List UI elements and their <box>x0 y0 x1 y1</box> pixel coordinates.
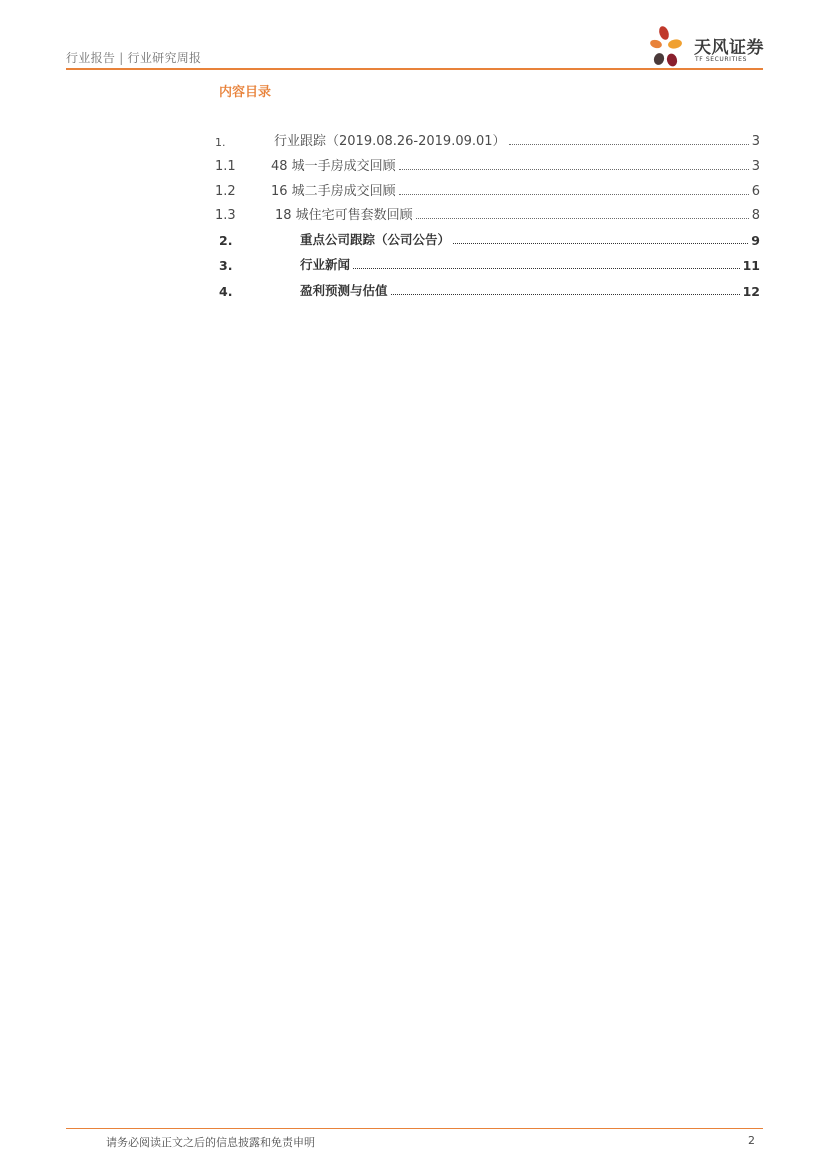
toc-leader-dots <box>416 218 749 219</box>
toc-entry-page: 12 <box>742 284 760 299</box>
toc-entry[interactable] <box>215 205 760 223</box>
toc-entry[interactable] <box>219 255 760 273</box>
toc-entry-title: 重点公司跟踪（公司公告） <box>300 232 451 247</box>
toc-heading: 内容目录 <box>219 85 272 100</box>
header-title <box>66 49 201 66</box>
toc-entry[interactable] <box>215 131 760 149</box>
footer-disclaimer: 请务必阅读正文之后的信息披露和免责申明 <box>106 1136 315 1149</box>
toc-entry-title: 18 城住宅可售套数回顾 <box>275 208 413 223</box>
toc-entry-title: 16 城二手房成交回顾 <box>271 184 396 199</box>
toc-leader-dots <box>391 294 740 295</box>
toc-entry-number: 1.2 <box>215 184 236 199</box>
toc-entry[interactable] <box>219 230 760 248</box>
toc-entry-number: 4. <box>219 284 233 299</box>
tf-securities-flower-logo-icon <box>648 24 694 72</box>
logo-name-cn: 天风证券 <box>694 38 764 58</box>
toc-entry-number: 1.1 <box>215 159 236 174</box>
toc-entry[interactable] <box>215 181 760 199</box>
toc-entry-page: 3 <box>751 159 760 174</box>
toc-entry-number: 3. <box>219 258 233 273</box>
toc-entry-page: 3 <box>751 134 760 149</box>
toc-leader-dots <box>453 243 748 244</box>
toc-entry-page: 8 <box>751 208 760 223</box>
toc-entry-page: 6 <box>751 184 760 199</box>
toc-leader-dots <box>353 268 740 269</box>
toc-leader-dots <box>399 194 749 195</box>
toc-entry-number: 1. <box>215 136 226 149</box>
toc-entry-title: 行业跟踪（2019.08.26-2019.09.01） <box>274 134 506 149</box>
toc-leader-dots <box>509 144 749 145</box>
page-number: 2 <box>748 1134 755 1147</box>
footer-divider <box>66 1128 763 1129</box>
toc-entry-title: 行业新闻 <box>300 257 351 272</box>
header-divider <box>66 68 763 70</box>
toc-entry[interactable] <box>219 281 760 299</box>
toc-entry-number: 1.3 <box>215 208 236 223</box>
header-report-type: 行业研究周报 <box>127 51 202 65</box>
header-separator: | <box>119 51 124 65</box>
header-category: 行业报告 <box>66 51 116 65</box>
company-logo <box>648 24 768 72</box>
toc-entry-number: 2. <box>219 233 233 248</box>
toc-leader-dots <box>399 169 749 170</box>
toc-entry-page: 9 <box>751 233 760 248</box>
toc-entry-title: 盈利预测与估值 <box>300 283 388 298</box>
toc-entry-title: 48 城一手房成交回顾 <box>271 159 396 174</box>
toc-entry-page: 11 <box>742 258 760 273</box>
toc-entry[interactable] <box>215 156 760 174</box>
logo-name-en: TF SECURITIES <box>695 56 747 63</box>
